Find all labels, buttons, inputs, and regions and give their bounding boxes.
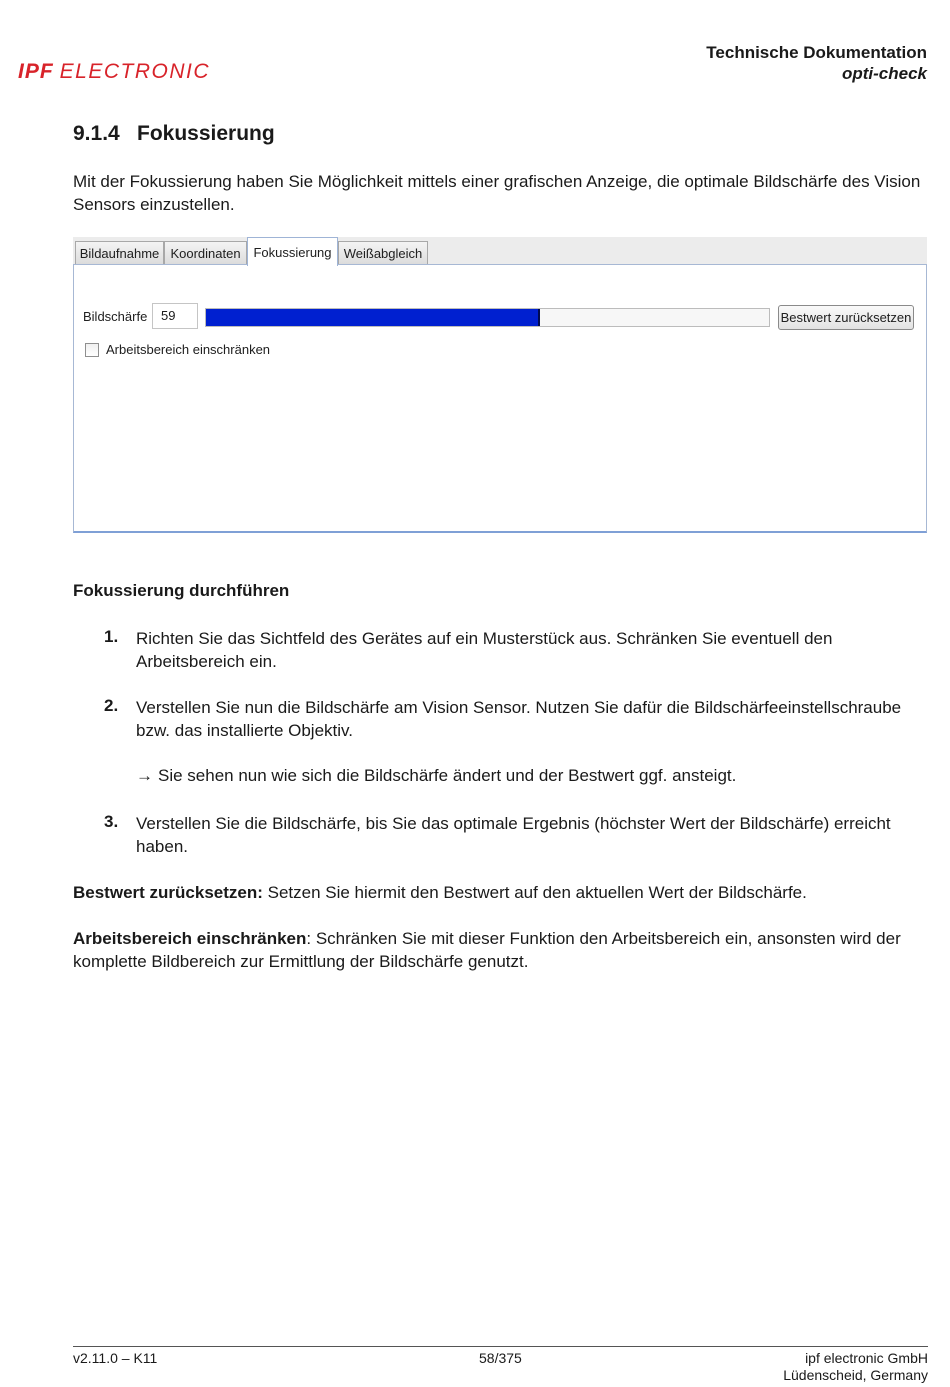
tab-fokussierung[interactable]: Fokussierung [247,237,338,266]
reset-note-text: Setzen Sie hiermit den Bestwert auf den aktuellen Wert der Bildschärfe. [262,883,807,902]
reset-note [73,881,933,904]
procedure-heading: Fokussierung durchführen [73,581,290,600]
logo-text: ELECTRONIC [59,60,211,83]
doc-title: Technische Dokumentation [706,43,927,62]
restrict-note-text: : Schränken Sie mit dieser Funktion den Arbeitsbereich ein, ansonsten wird der komplette Bildbereich zur Ermittlung der Bildschärfe genutzt. [73,929,901,971]
step-number: 3. [104,812,119,831]
footer-divider [73,1346,928,1347]
footer-company [783,1350,928,1384]
logo-brand: IPF [18,60,54,83]
sharpness-value-field[interactable]: 59 [152,303,198,329]
sharpness-label: Bildschärfe [83,309,148,324]
sharpness-progress-fill [206,309,540,326]
tab-weissabgleich[interactable]: Weißabgleich [338,241,428,264]
section-heading [73,122,275,146]
company-logo [18,60,210,84]
tab-content [73,264,927,533]
focus-settings-panel [73,237,927,532]
product-name: opti-check [841,64,927,83]
section-number: 9.1.4 [73,122,120,145]
footer-company-location: Lüdenscheid, Germany [783,1367,928,1383]
tab-koordinaten[interactable]: Koordinaten [164,241,247,264]
section-title: Fokussierung [137,122,275,145]
restrict-note-term: Arbeitsbereich einschränken [73,929,307,948]
step-text: Verstellen Sie die Bildschärfe, bis Sie das optimale Ergebnis (höchster Wert der Bildschärfe) erreicht haben. [136,814,891,856]
step-number: 1. [104,627,119,646]
step-text: Verstellen Sie nun die Bildschärfe am Vision Sensor. Nutzen Sie dafür die Bildschärfeeinstellschraube bzw. das installierte Objektiv. [136,698,902,740]
footer-version: v2.11.0 – K11 [73,1350,158,1366]
step-result-text: Sie sehen nun wie sich die Bildschärfe ändert und der Bestwert ggf. ansteigt. [158,766,737,785]
footer-company-name: ipf electronic GmbH [805,1350,928,1366]
step-number: 2. [104,696,119,715]
reset-note-term: Bestwert zurücksetzen: [73,883,263,902]
arrow-right-icon: → [136,766,153,785]
footer-page-number: 58/375 [479,1350,522,1366]
intro-paragraph: Mit der Fokussierung haben Sie Möglichkeit mittels einer grafischen Anzeige, die optimale Bildschärfe des Vision Sensors einzustellen. [73,172,921,214]
sharpness-progress-bar [205,308,770,327]
step-text: Richten Sie das Sichtfeld des Gerätes auf ein Musterstück aus. Schränken Sie eventuell den Arbeitsbereich ein. [136,629,833,671]
tab-bildaufnahme[interactable]: Bildaufnahme [75,241,164,264]
restrict-area-checkbox[interactable] [85,343,99,357]
restrict-note [73,927,933,973]
reset-best-value-button[interactable]: Bestwert zurücksetzen [778,305,914,330]
step-result [136,766,736,786]
restrict-area-label: Arbeitsbereich einschränken [106,342,271,357]
